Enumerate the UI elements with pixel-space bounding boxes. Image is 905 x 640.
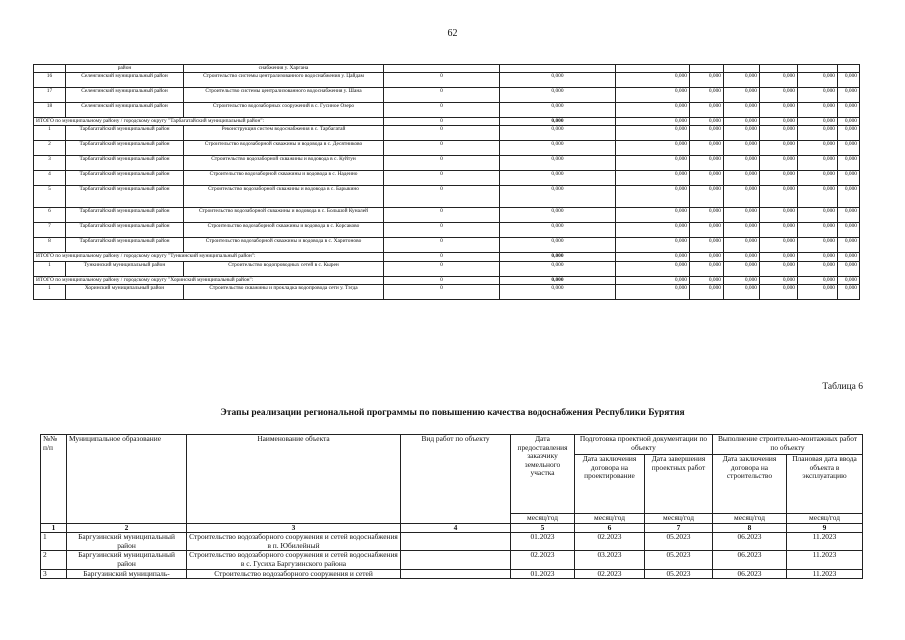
cell-value <box>724 65 760 73</box>
cell-value: 0,000 <box>798 73 838 88</box>
total-label: ИТОГО по муниципальному району / городскому округу "Тарбагатайский муниципальный район": <box>34 118 384 126</box>
cell-municipality: Селенгинский муниципальный район <box>66 88 184 103</box>
header-num: №№ п/п <box>41 435 67 524</box>
table-row <box>34 171 860 186</box>
cell-value <box>500 65 616 73</box>
cell-num: 2 <box>34 141 66 156</box>
cell-num: 17 <box>34 88 66 103</box>
cell-value: 0 <box>384 118 500 126</box>
header-municipality: Муниципальное образование <box>67 435 187 524</box>
cell-value: 0,000 <box>690 88 724 103</box>
table-row <box>34 238 860 253</box>
col-number: 1 <box>41 523 67 533</box>
cell-value: 0,000 <box>798 118 838 126</box>
total-label: ИТОГО по муниципальному району / городскому округу "Тункинский муниципальный район": <box>34 253 384 261</box>
cell-value: 0 <box>384 141 500 156</box>
cell-num: 1 <box>34 126 66 141</box>
cell-value: 0,000 <box>760 186 798 208</box>
cell-value: 0,000 <box>616 223 690 238</box>
cell-municipality: Тункинский муниципальный район <box>66 261 184 276</box>
cell-value: 0,000 <box>690 276 724 284</box>
cell-value: 0 <box>384 208 500 223</box>
row-date: 01.2023 <box>511 569 575 579</box>
cell-value: 0,000 <box>838 276 860 284</box>
col-number: 9 <box>787 523 863 533</box>
cell-municipality: Хоринский муниципальный район <box>66 284 184 299</box>
cell-value: 0,000 <box>690 171 724 186</box>
cell-num: 4 <box>34 171 66 186</box>
cell-num: 3 <box>34 156 66 171</box>
unit-8: месяц/год <box>713 514 787 524</box>
cell-value: 0,000 <box>798 238 838 253</box>
total-row <box>34 253 860 261</box>
cell-value: 0,000 <box>838 88 860 103</box>
table-label: Таблица 6 <box>822 382 863 392</box>
row-date: 01.2023 <box>511 533 575 551</box>
cell-value: 0 <box>384 284 500 299</box>
header-work-type: Вид работ по объекту <box>401 435 511 524</box>
row-num: 1 <box>41 533 67 551</box>
cell-value: 0,000 <box>724 208 760 223</box>
cell-value: 0,000 <box>798 253 838 261</box>
cell-value: 0,000 <box>838 223 860 238</box>
cell-value: 0,000 <box>690 208 724 223</box>
cell-value: 0,000 <box>724 88 760 103</box>
cell-value: 0,000 <box>724 156 760 171</box>
cell-object: Строительство водозаборной скважины и водовода в с. Надеино <box>184 171 384 186</box>
table-row <box>34 73 860 88</box>
cell-object: Строительство водозаборной скважины и водовода в с. Корсаково <box>184 223 384 238</box>
cell-num <box>34 65 66 73</box>
continuation-table <box>33 64 860 300</box>
row-date: 02.2023 <box>575 533 645 551</box>
header-build-start: Дата заключения договора на строительство <box>713 455 787 514</box>
cell-value: 0,000 <box>724 171 760 186</box>
cell-value: 0,000 <box>500 276 616 284</box>
cell-value: 0,000 <box>838 253 860 261</box>
cell-value: 0,000 <box>724 186 760 208</box>
cell-value: 0 <box>384 276 500 284</box>
cell-num: 8 <box>34 238 66 253</box>
cell-value: 0,000 <box>724 126 760 141</box>
cell-value: 0,000 <box>616 156 690 171</box>
cell-municipality: Тарбагатайский муниципальный район <box>66 141 184 156</box>
cell-value: 0,000 <box>500 156 616 171</box>
cell-object: Строительство водозаборной скважины и водовода в с. Куйтун <box>184 156 384 171</box>
col-number: 8 <box>713 523 787 533</box>
table-row <box>34 208 860 223</box>
header-design: Подготовка проектной документации по объекту <box>575 435 713 455</box>
cell-value: 0,000 <box>760 261 798 276</box>
cell-value: 0,000 <box>798 156 838 171</box>
header-build-end: Плановая дата ввода объекта в эксплуатацию <box>787 455 863 514</box>
cell-municipality: Тарбагатайский муниципальный район <box>66 223 184 238</box>
cell-value: 0,000 <box>690 103 724 118</box>
cell-value: 0,000 <box>690 73 724 88</box>
cell-value: 0 <box>384 103 500 118</box>
cell-value: 0,000 <box>798 141 838 156</box>
cell-value: 0,000 <box>500 88 616 103</box>
row-object: Строительство водозаборного сооружения и сетей <box>187 569 401 579</box>
row-work <box>401 533 511 551</box>
cell-value: 0,000 <box>500 141 616 156</box>
cell-object: Строительство водозаборных сооружений в с. Гусиное Озеро <box>184 103 384 118</box>
table-row <box>34 126 860 141</box>
row-date: 11.2023 <box>787 533 863 551</box>
cell-value: 0,000 <box>500 261 616 276</box>
cell-value: 0,000 <box>838 208 860 223</box>
cell-value <box>616 65 690 73</box>
cell-value: 0,000 <box>616 238 690 253</box>
row-date: 06.2023 <box>713 533 787 551</box>
row-municipality: Баргузинский муниципальный район <box>67 533 187 551</box>
cell-object: Строительство водозаборной скважины и водовода в с. Десятниково <box>184 141 384 156</box>
cell-value: 0,000 <box>724 253 760 261</box>
cell-value: 0,000 <box>798 223 838 238</box>
cell-value: 0 <box>384 156 500 171</box>
cell-num: 18 <box>34 103 66 118</box>
row-date: 11.2023 <box>787 569 863 579</box>
unit-6: месяц/год <box>575 514 645 524</box>
cell-value: 0,000 <box>798 261 838 276</box>
cell-municipality: Тарбагатайский муниципальный район <box>66 171 184 186</box>
cell-value: 0,000 <box>690 141 724 156</box>
cell-value: 0,000 <box>616 88 690 103</box>
cell-value: 0,000 <box>724 73 760 88</box>
cell-value: 0,000 <box>500 223 616 238</box>
cell-value <box>798 65 838 73</box>
cell-value <box>838 65 860 73</box>
cell-value: 0,000 <box>838 284 860 299</box>
cell-value <box>760 65 798 73</box>
cell-value: 0,000 <box>760 73 798 88</box>
cell-value: 0,000 <box>838 103 860 118</box>
cell-municipality: Тарбагатайский муниципальный район <box>66 126 184 141</box>
row-date: 05.2023 <box>645 533 713 551</box>
cell-num: 5 <box>34 186 66 208</box>
cell-object: Реконструкция систем водоснабжения в с. Тарбагатай <box>184 126 384 141</box>
cell-value: 0,000 <box>760 171 798 186</box>
header-object: Наименование объекта <box>187 435 401 524</box>
cell-municipality: Тарбагатайский муниципальный район <box>66 186 184 208</box>
cell-value: 0,000 <box>760 276 798 284</box>
cell-value: 0,000 <box>760 103 798 118</box>
cell-num: 6 <box>34 208 66 223</box>
cell-value: 0,000 <box>838 238 860 253</box>
col-number: 4 <box>401 523 511 533</box>
cell-value: 0,000 <box>616 171 690 186</box>
cell-value: 0,000 <box>838 171 860 186</box>
cell-value: 0,000 <box>724 141 760 156</box>
row-date: 02.2023 <box>575 569 645 579</box>
cell-value <box>690 65 724 73</box>
cell-value: 0,000 <box>616 208 690 223</box>
cell-value: 0,000 <box>724 276 760 284</box>
row-date: 06.2023 <box>713 551 787 569</box>
cell-value: 0,000 <box>724 238 760 253</box>
row-date: 05.2023 <box>645 551 713 569</box>
cell-value: 0,000 <box>616 126 690 141</box>
cell-value: 0,000 <box>616 141 690 156</box>
cell-value: 0,000 <box>760 141 798 156</box>
row-work <box>401 569 511 579</box>
cell-num: 1 <box>34 284 66 299</box>
cell-value: 0,000 <box>760 126 798 141</box>
cell-value: 0,000 <box>798 186 838 208</box>
table-row <box>34 65 860 73</box>
cell-value: 0,000 <box>500 103 616 118</box>
cell-value: 0,000 <box>760 223 798 238</box>
row-object: Строительство водозаборного сооружения и сетей водоснабжения в с. Гусиха Баргузинского района <box>187 551 401 569</box>
table-row <box>34 284 860 299</box>
cell-num: 16 <box>34 73 66 88</box>
cell-value: 0,000 <box>500 126 616 141</box>
cell-value: 0,000 <box>798 88 838 103</box>
cell-value: 0,000 <box>500 253 616 261</box>
cell-value: 0,000 <box>690 238 724 253</box>
cell-value: 0,000 <box>760 284 798 299</box>
unit-9: месяц/год <box>787 514 863 524</box>
cell-object: Строительство системы централизованного водоснабжения у. Шана <box>184 88 384 103</box>
cell-value: 0,000 <box>838 156 860 171</box>
col-number: 7 <box>645 523 713 533</box>
row-date: 03.2023 <box>575 551 645 569</box>
col-number: 6 <box>575 523 645 533</box>
cell-value: 0,000 <box>798 171 838 186</box>
cell-value: 0,000 <box>760 118 798 126</box>
cell-value: 0,000 <box>500 73 616 88</box>
cell-value: 0,000 <box>760 253 798 261</box>
cell-value: 0,000 <box>838 126 860 141</box>
cell-value: 0,000 <box>798 276 838 284</box>
table-row <box>34 141 860 156</box>
table-row <box>34 103 860 118</box>
cell-value: 0 <box>384 126 500 141</box>
col-number: 2 <box>67 523 187 533</box>
cell-value: 0,000 <box>690 126 724 141</box>
cell-value: 0,000 <box>690 284 724 299</box>
cell-object: снабжения у. Харгана <box>184 65 384 73</box>
cell-municipality: Тарбагатайский муниципальный район <box>66 156 184 171</box>
cell-municipality: Селенгинский муниципальный район <box>66 73 184 88</box>
cell-value: 0,000 <box>838 118 860 126</box>
table-row <box>34 261 860 276</box>
total-label: ИТОГО по муниципальному району / городскому округу "Хоринский муниципальный район": <box>34 276 384 284</box>
cell-value: 0,000 <box>690 186 724 208</box>
col-number: 5 <box>511 523 575 533</box>
cell-value: 0,000 <box>838 261 860 276</box>
cell-municipality: Тарбагатайский муниципальный район <box>66 238 184 253</box>
cell-value: 0,000 <box>798 284 838 299</box>
cell-municipality: Селенгинский муниципальный район <box>66 103 184 118</box>
cell-value: 0,000 <box>500 171 616 186</box>
cell-value: 0 <box>384 261 500 276</box>
cell-value: 0,000 <box>690 223 724 238</box>
cell-value: 0,000 <box>798 208 838 223</box>
cell-object: Строительство водозаборной скважины и водовода в с. Большой Куналей <box>184 208 384 223</box>
cell-num: 1 <box>34 261 66 276</box>
cell-value: 0,000 <box>838 141 860 156</box>
cell-value: 0,000 <box>616 186 690 208</box>
row-date: 05.2023 <box>645 569 713 579</box>
table-row <box>34 88 860 103</box>
cell-value: 0,000 <box>616 73 690 88</box>
cell-object: Строительство водопроводных сетей в с. Кырен <box>184 261 384 276</box>
cell-value: 0,000 <box>838 186 860 208</box>
cell-value: 0,000 <box>616 103 690 118</box>
cell-value: 0,000 <box>798 126 838 141</box>
cell-value: 0,000 <box>724 103 760 118</box>
cell-value: 0,000 <box>500 238 616 253</box>
cell-municipality: Тарбагатайский муниципальный район <box>66 208 184 223</box>
header-design-start: Дата заключения договора на проектирование <box>575 455 645 514</box>
row-num: 3 <box>41 569 67 579</box>
cell-value: 0 <box>384 73 500 88</box>
cell-num: 7 <box>34 223 66 238</box>
row-num: 2 <box>41 551 67 569</box>
table-row <box>34 186 860 208</box>
unit-5: месяц/год <box>511 514 575 524</box>
cell-value: 0,000 <box>616 253 690 261</box>
header-land-date: Дата предоставления заказчику земельного участка <box>511 435 575 514</box>
col-number: 3 <box>187 523 401 533</box>
cell-value: 0,000 <box>760 238 798 253</box>
cell-value: 0,000 <box>760 208 798 223</box>
cell-value: 0,000 <box>690 156 724 171</box>
cell-value: 0 <box>384 88 500 103</box>
unit-7: месяц/год <box>645 514 713 524</box>
cell-value: 0,000 <box>616 276 690 284</box>
cell-value: 0,000 <box>690 261 724 276</box>
row-object: Строительство водозаборного сооружения и сетей водоснабжения в п. Юбилейный <box>187 533 401 551</box>
stages-table <box>40 434 863 579</box>
cell-municipality: район <box>66 65 184 73</box>
cell-value: 0,000 <box>760 88 798 103</box>
cell-value: 0 <box>384 238 500 253</box>
cell-value: 0 <box>384 186 500 208</box>
header-build: Выполнение строительно-монтажных работ по объекту <box>713 435 863 455</box>
cell-value: 0,000 <box>500 284 616 299</box>
row-municipality: Баргузинский муниципальный район <box>67 551 187 569</box>
cell-object: Строительство системы централизованного водоснабжения у. Цайдам <box>184 73 384 88</box>
header-design-end: Дата завершения проектных работ <box>645 455 713 514</box>
cell-value: 0 <box>384 253 500 261</box>
cell-value: 0,000 <box>724 223 760 238</box>
cell-object: Строительство водозаборной скважины и водовода в с. Харитоново <box>184 238 384 253</box>
table-title: Этапы реализации региональной программы по повышению качества водоснабжения Республики Бурятия <box>220 408 685 418</box>
page-number: 62 <box>447 28 458 39</box>
total-row <box>34 118 860 126</box>
cell-value: 0,000 <box>500 208 616 223</box>
cell-value: 0,000 <box>500 186 616 208</box>
row-date: 11.2023 <box>787 551 863 569</box>
cell-value: 0,000 <box>798 103 838 118</box>
cell-value: 0,000 <box>724 118 760 126</box>
row-work <box>401 551 511 569</box>
cell-value: 0,000 <box>838 73 860 88</box>
row-municipality: Баргузинский муниципаль- <box>67 569 187 579</box>
row-date: 02.2023 <box>511 551 575 569</box>
total-row <box>34 276 860 284</box>
cell-value: 0,000 <box>616 261 690 276</box>
cell-value: 0,000 <box>724 261 760 276</box>
cell-object: Строительство водозаборной скважины и водовода в с. Барыкино <box>184 186 384 208</box>
cell-value: 0,000 <box>616 284 690 299</box>
cell-value: 0,000 <box>724 284 760 299</box>
cell-value: 0,000 <box>616 118 690 126</box>
cell-value: 0,000 <box>690 118 724 126</box>
cell-value: 0,000 <box>760 156 798 171</box>
cell-value: 0 <box>384 171 500 186</box>
cell-value: 0,000 <box>690 253 724 261</box>
table-row <box>34 156 860 171</box>
cell-object: Строительство скважины и прокладка водопровода сети у. Тэгда <box>184 284 384 299</box>
row-date: 06.2023 <box>713 569 787 579</box>
cell-value: 0 <box>384 223 500 238</box>
table-row <box>34 223 860 238</box>
cell-value: 0,000 <box>500 118 616 126</box>
cell-value <box>384 65 500 73</box>
